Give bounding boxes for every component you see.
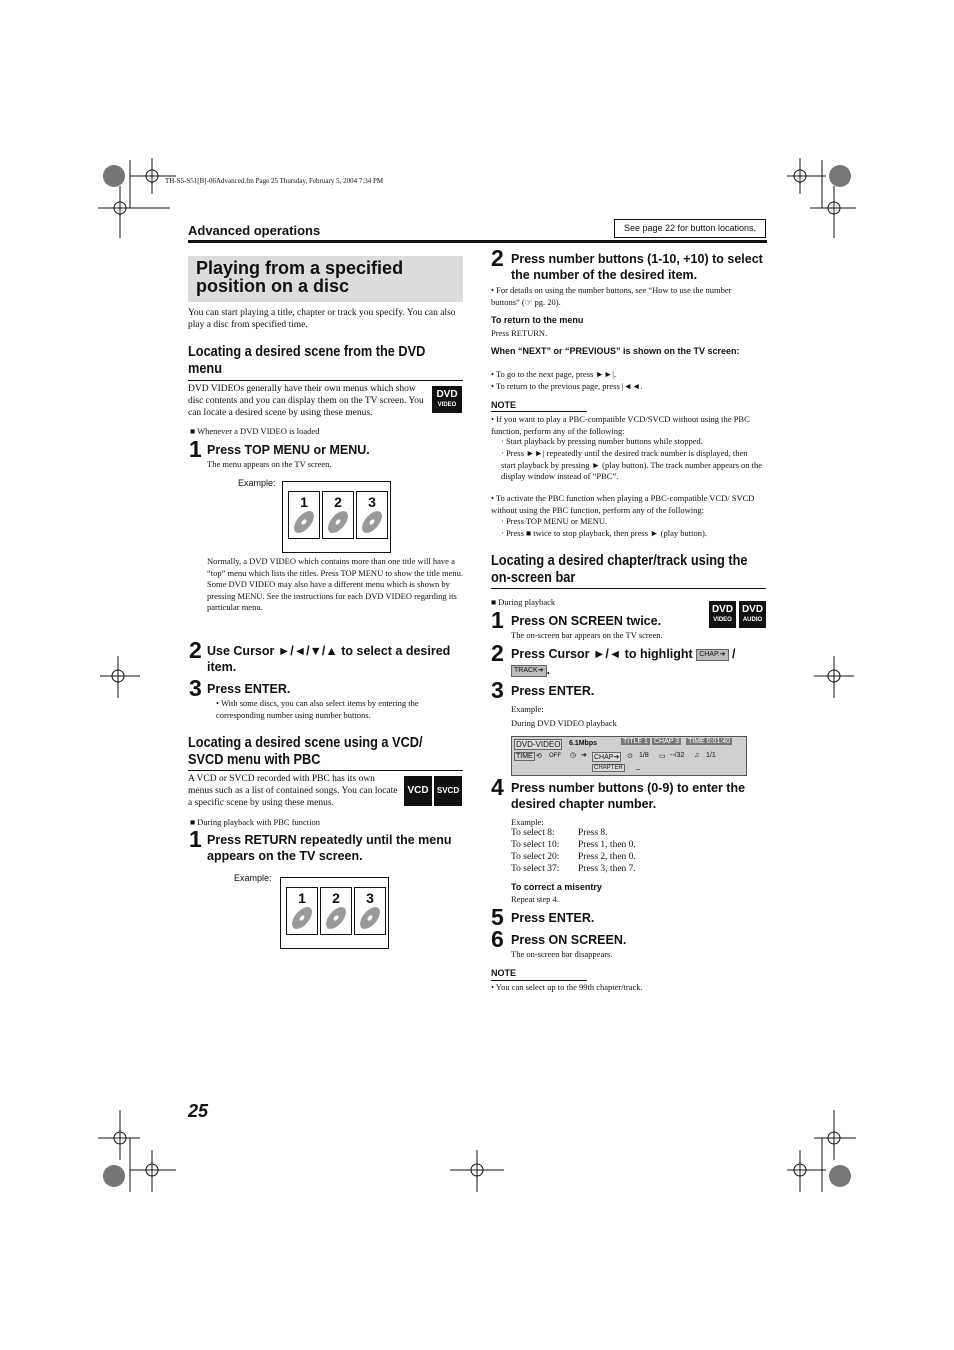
disc-icon <box>325 510 351 534</box>
osd-off: OFF <box>549 753 561 759</box>
osd-cursor: _ <box>636 763 640 770</box>
osd-time: TIME 0:01:40 <box>688 738 731 745</box>
badge-sublabel: VIDEO <box>713 617 732 623</box>
dvd-step3-bullet: • With some discs, you can also select items by entering the corresponding number using number buttons. <box>216 698 419 720</box>
step-number: 1 <box>189 436 202 462</box>
osd-subtitle: --/32 <box>670 752 685 759</box>
menu-item-number: 1 <box>298 890 306 906</box>
table-cell: To select 37: <box>511 864 560 874</box>
subtitle-icon: ▭ <box>659 753 666 760</box>
step-number: 6 <box>491 926 504 952</box>
dvd-step1-sub: The menu appears on the TV screen. <box>207 459 332 469</box>
note-bullet-1-sub-1: · Start playback by pressing number buttons while stopped. <box>501 436 703 446</box>
select-table <box>511 827 636 875</box>
vcd-step2-bullet: • For details on using the number buttons, see “How to use the number buttons” (☞ pg. 20). <box>491 285 732 307</box>
vcd-menu-heading: Locating a desired scene using a VCD/ SVCD menu with PBC <box>188 734 423 768</box>
heading-rule <box>188 770 463 771</box>
section-title: Advanced operations <box>188 223 321 238</box>
badge-sublabel: AUDIO <box>742 617 763 623</box>
menu-item-3 <box>354 887 386 935</box>
vcd-step2: Press number buttons (1-10, +10) to select the number of the desired item. <box>511 252 763 282</box>
menu-item-number: 1 <box>300 494 308 510</box>
next-bullet-1: • To go to the next page, press ►►|. <box>491 369 617 379</box>
osd-mode: DVD-VIDEO <box>516 740 561 749</box>
table-cell: To select 10: <box>511 840 560 850</box>
menu-item-number: 2 <box>332 890 340 906</box>
osd-audio: 1/1 <box>706 752 716 759</box>
step-number: 1 <box>491 607 504 633</box>
clock-icon: ◷ <box>570 752 577 759</box>
menu-item-number: 3 <box>366 890 374 906</box>
step-number: 4 <box>491 774 504 800</box>
example-label: Example: <box>234 873 272 883</box>
chapter-step1: Press ON SCREEN twice. <box>511 614 662 628</box>
page-title: Playing from a specified position on a disc <box>196 258 404 296</box>
vcd-step1: Press RETURN repeatedly until the menu appears on the TV screen. <box>207 833 452 863</box>
return-heading: To return to the menu <box>491 315 584 325</box>
intro-text: You can start playing a title, chapter or track you specify. You can also play a disc from specified time. <box>188 308 456 330</box>
vcd-menu-example <box>280 877 389 949</box>
arrow-right-icon: ➔ <box>581 752 587 759</box>
chapter-heading: Locating a desired chapter/track using the on-screen bar <box>491 552 748 586</box>
osd-rate: 6.1Mbps <box>569 740 598 747</box>
chapter-step4: Press number buttons (0-9) to enter the desired chapter number. <box>511 781 746 811</box>
chapter-step3: Press ENTER. <box>511 684 595 698</box>
table-cell: Press 8. <box>578 828 608 838</box>
step-number: 3 <box>491 677 504 703</box>
step-number: 2 <box>491 640 504 666</box>
dvd-condition: ■ Whenever a DVD VIDEO is loaded <box>190 426 320 436</box>
osd-title: TITLE 1 <box>623 738 648 745</box>
chapter-step6-sub: The on-screen bar disappears. <box>511 949 613 959</box>
dvd-audio-badge <box>739 601 766 628</box>
chap-button-icon: CHAP.➔ <box>696 649 728 661</box>
table-cell: Press 1, then 0. <box>578 840 636 850</box>
disc-icon <box>359 510 385 534</box>
step-number: 2 <box>491 245 504 271</box>
table-row <box>511 863 636 875</box>
disc-icon <box>357 906 383 930</box>
note-bullet-1-sub-2: · Press ►►| repeatedly until the desired track number is displayed, then start playback by pressing ► (play button). The track number appears on the display window instead of “PBC”. <box>501 448 763 481</box>
step-number: 1 <box>189 826 202 852</box>
menu-item-1 <box>286 887 318 935</box>
table-row <box>511 827 636 839</box>
chapter-step1-sub: The on-screen bar appears on the TV screen. <box>511 630 663 640</box>
dvd-menu-example <box>282 481 391 553</box>
badge-sublabel: VIDEO <box>437 402 457 408</box>
step-number: 5 <box>491 904 504 930</box>
repeat-icon: ⟲ <box>536 753 542 760</box>
note-bullet-1: • If you want to play a PBC-compatible VCD/SVCD without using the PBC function, perform any of the following: <box>491 414 750 436</box>
menu-item-2 <box>320 887 352 935</box>
note-rule <box>491 980 587 981</box>
badge-label: DVD <box>711 604 734 615</box>
note-rule <box>491 411 587 412</box>
table-cell: To select 8: <box>511 828 555 838</box>
chapter-step2 <box>511 646 767 678</box>
chapter-step4-example: Example: <box>511 817 544 827</box>
track-button-icon: TRACK➔ <box>511 665 547 677</box>
disc-icon <box>291 510 317 534</box>
next-heading: When “NEXT” or “PREVIOUS” is shown on the TV screen: <box>491 346 740 356</box>
chapter-step3-example-2: During DVD VIDEO playback <box>511 718 617 728</box>
table-cell: Press 3, then 7. <box>578 864 636 874</box>
table-cell: To select 20: <box>511 852 560 862</box>
chapter-condition: ■ During playback <box>491 597 556 607</box>
menu-item-2 <box>322 491 354 539</box>
svcd-badge: SVCD <box>434 776 462 806</box>
vcd-badge: VCD <box>404 776 432 806</box>
dvd-step1: Press TOP MENU or MENU. <box>207 443 370 457</box>
dvd-step2: Use Cursor ►/◄/▼/▲ to select a desired item. <box>207 644 451 674</box>
misentry-heading: To correct a misentry <box>511 882 602 892</box>
badge-label: DVD <box>741 604 764 615</box>
vcd-condition: ■ During playback with PBC function <box>190 817 321 827</box>
note-label: NOTE <box>491 400 517 410</box>
note-bullet-2-sub-1: · Press TOP MENU or MENU. <box>501 516 608 526</box>
example-label: Example: <box>238 478 276 488</box>
table-cell: Press 2, then 0. <box>578 852 636 862</box>
step-number: 3 <box>189 675 202 701</box>
chapter-step2-text: Press Cursor ►/◄ to highlight <box>511 647 693 661</box>
chapter-step3-example: Example: <box>511 704 544 714</box>
heading-rule <box>491 588 766 589</box>
osd-angle: 1/8 <box>639 752 649 759</box>
page-title-box <box>188 256 463 302</box>
chapter-step6: Press ON SCREEN. <box>511 933 627 947</box>
menu-item-1 <box>288 491 320 539</box>
note-label: NOTE <box>491 968 517 978</box>
disc-icon <box>289 906 315 930</box>
table-row <box>511 839 636 851</box>
disc-icon <box>323 906 349 930</box>
chapter-step2-end: . <box>546 663 551 677</box>
osd-chapter-label: CHAPTER <box>594 765 623 771</box>
step-number: 2 <box>189 637 202 663</box>
menu-item-3 <box>356 491 388 539</box>
menu-item-number: 2 <box>334 494 342 510</box>
angle-icon: ⊙ <box>627 753 633 760</box>
see-page-box: See page 22 for button locations. <box>614 219 766 238</box>
note2-bullet-1: • You can select up to the 99th chapter/track. <box>491 982 643 992</box>
dvd-menu-heading: Locating a desired scene from the DVD menu <box>188 343 426 377</box>
page-number: 25 <box>188 1101 209 1121</box>
dvd-step1-note: Normally, a DVD VIDEO which contains more than one title will have a “top” menu which lists the titles. Press TOP MENU to show the title menu. Some DVD VIDEO may also have a different menu which is shown by pressing MENU. See the instructions for each DVD VIDEO regarding its particular menu. <box>207 556 464 612</box>
dvd-step3: Press ENTER. <box>207 682 291 696</box>
heading-rule <box>188 380 463 381</box>
osd-chap-button: CHAP➔ <box>594 754 620 761</box>
misentry-text: Repeat step 4. <box>511 894 559 904</box>
return-text: Press RETURN. <box>491 328 548 338</box>
dvd-menu-text: DVD VIDEOs generally have their own menus which show disc contents and you can display them on the TV screen. You can locate a desired scene by using these menus. <box>188 384 424 418</box>
next-bullet-2: • To return to the previous page, press |◄◄. <box>491 381 643 391</box>
note-bullet-2-sub-2: · Press ■ twice to stop playback, then press ► (play button). <box>501 528 707 538</box>
note-bullet-2: • To activate the PBC function when playing a PBC-compatible VCD/ SVCD without using the PBC function, perform any of the following: <box>491 493 755 515</box>
header-rule <box>188 240 767 243</box>
vcd-menu-text: A VCD or SVCD recorded with PBC has its own menus such as a list of contained songs. You can locate a specific scene by using these menus. <box>188 774 398 808</box>
osd-chap: CHAP 3 <box>654 738 680 745</box>
menu-item-number: 3 <box>368 494 376 510</box>
chapter-step5: Press ENTER. <box>511 911 595 925</box>
file-info: TH-S5-S51[B]-06Advanced.fm Page 25 Thursday, February 5, 2004 7:34 PM <box>165 177 384 185</box>
table-row <box>511 851 636 863</box>
audio-icon: ♫ <box>694 752 700 759</box>
osd-time-button: TIME <box>516 753 533 760</box>
dvd-video-badge <box>709 601 736 628</box>
chapter-step2-slash: / <box>732 647 736 661</box>
badge-label: DVD <box>436 389 458 400</box>
on-screen-bar <box>511 736 747 776</box>
dvd-video-badge <box>432 386 462 413</box>
